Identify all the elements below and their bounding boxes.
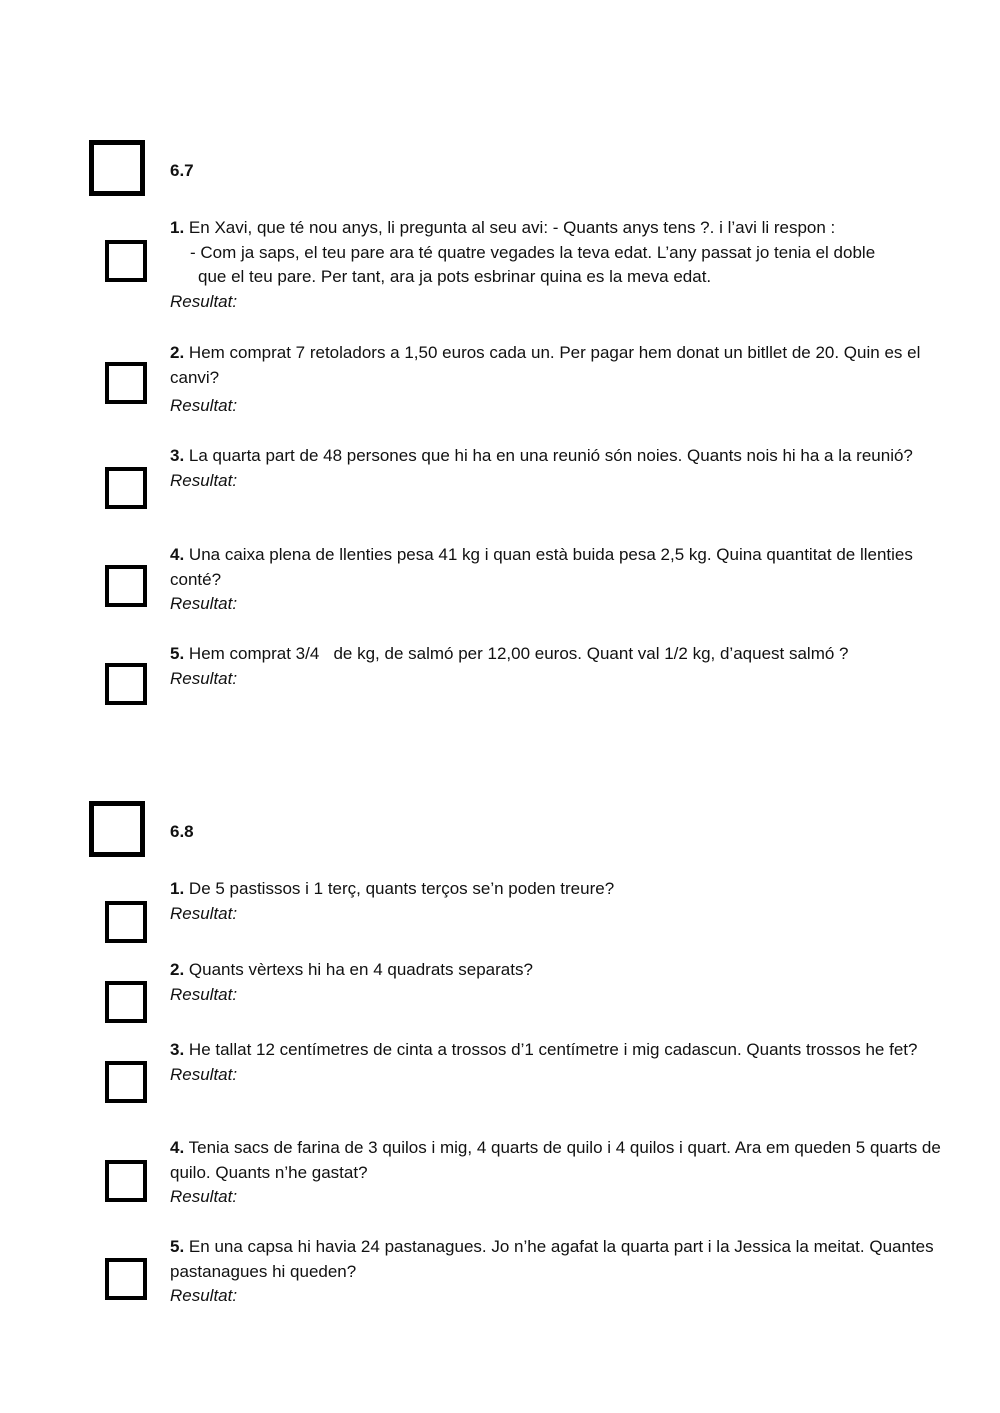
problem-number: 1. bbox=[170, 218, 185, 237]
problem-number: 3. bbox=[170, 1040, 185, 1059]
problem-number: 5. bbox=[170, 644, 185, 663]
result-label: Resultat: bbox=[170, 594, 238, 613]
section-title: 6.8 bbox=[170, 822, 194, 841]
problem-text: Tenia sacs de farina de 3 quilos i mig, 4 quarts de quilo i 4 quilos i quart. Ara em queden 5 quarts de quilo. Quants n’he gastat? bbox=[170, 1138, 941, 1182]
problem-6-8-4 bbox=[170, 1136, 945, 1210]
result-label: Resultat: bbox=[170, 396, 238, 415]
problem-checkbox[interactable] bbox=[105, 362, 147, 404]
problem-checkbox[interactable] bbox=[105, 565, 147, 607]
problem-text: En una capsa hi havia 24 pastanagues. Jo n’he agafat la quarta part i la Jessica la meitat. Quantes pastanagues hi queden? bbox=[170, 1237, 934, 1281]
problem-text: Hem comprat 3/4 de kg, de salmó per 12,00 euros. Quant val 1/2 kg, d’aquest salmó ? bbox=[188, 644, 849, 663]
problem-6-8-1 bbox=[170, 877, 945, 926]
problem-6-7-4 bbox=[170, 543, 945, 617]
problem-6-8-3 bbox=[170, 1038, 945, 1087]
problem-6-8-2 bbox=[170, 958, 945, 1007]
problem-checkbox[interactable] bbox=[105, 240, 147, 282]
problem-6-7-1 bbox=[170, 216, 945, 314]
problem-text: He tallat 12 centímetres de cinta a trossos d’1 centímetre i mig cadascun. Quants trossos he fet? bbox=[188, 1040, 918, 1059]
problem-number: 1. bbox=[170, 879, 185, 898]
problem-checkbox[interactable] bbox=[105, 1061, 147, 1103]
problem-6-7-5 bbox=[170, 642, 945, 691]
result-label: Resultat: bbox=[170, 1187, 238, 1206]
problem-checkbox[interactable] bbox=[105, 1160, 147, 1202]
section-title: 6.7 bbox=[170, 161, 194, 180]
problem-6-7-2 bbox=[170, 341, 945, 419]
problem-checkbox[interactable] bbox=[105, 1258, 147, 1300]
result-label: Resultat: bbox=[170, 291, 238, 311]
problem-number: 2. bbox=[170, 960, 185, 979]
problem-text-line: que el teu pare. Per tant, ara ja pots esbrinar quina es la meva edat. bbox=[198, 267, 712, 286]
problem-6-7-3 bbox=[170, 444, 945, 493]
problem-number: 2. bbox=[170, 343, 185, 362]
result-label: Resultat: bbox=[170, 668, 238, 688]
problem-number: 5. bbox=[170, 1237, 185, 1256]
section-6-8-checkbox[interactable] bbox=[89, 801, 145, 857]
result-label: Resultat: bbox=[170, 1286, 238, 1305]
problem-checkbox[interactable] bbox=[105, 467, 147, 509]
problem-text: Hem comprat 7 retoladors a 1,50 euros cada un. Per pagar hem donat un bitllet de 20. Quin es el canvi? bbox=[170, 343, 921, 387]
result-label: Resultat: bbox=[170, 1064, 238, 1084]
problem-checkbox[interactable] bbox=[105, 663, 147, 705]
problem-number: 4. bbox=[170, 545, 185, 564]
problem-text: Quants vèrtexs hi ha en 4 quadrats separats? bbox=[188, 960, 533, 979]
result-label: Resultat: bbox=[170, 984, 238, 1004]
problem-text: Una caixa plena de llenties pesa 41 kg i quan està buida pesa 2,5 kg. Quina quantitat de llenties conté? bbox=[170, 545, 913, 589]
problem-checkbox[interactable] bbox=[105, 981, 147, 1023]
result-label: Resultat: bbox=[170, 903, 238, 923]
section-6-7-checkbox[interactable] bbox=[89, 140, 145, 196]
problem-text: De 5 pastissos i 1 terç, quants terços se’n poden treure? bbox=[188, 879, 615, 898]
problem-text: La quarta part de 48 persones que hi ha en una reunió són noies. Quants nois hi ha a la reunió? bbox=[188, 446, 913, 465]
problem-text-line: - Com ja saps, el teu pare ara té quatre vegades la teva edat. L’any passat jo tenia el doble bbox=[190, 242, 876, 262]
result-label: Resultat: bbox=[170, 470, 238, 490]
problem-number: 3. bbox=[170, 446, 185, 465]
problem-checkbox[interactable] bbox=[105, 901, 147, 943]
problem-6-8-5 bbox=[170, 1235, 945, 1309]
problem-number: 4. bbox=[170, 1138, 185, 1157]
problem-text: En Xavi, que té nou anys, li pregunta al seu avi: - Quants anys tens ?. i l’avi li respon : bbox=[188, 218, 836, 237]
